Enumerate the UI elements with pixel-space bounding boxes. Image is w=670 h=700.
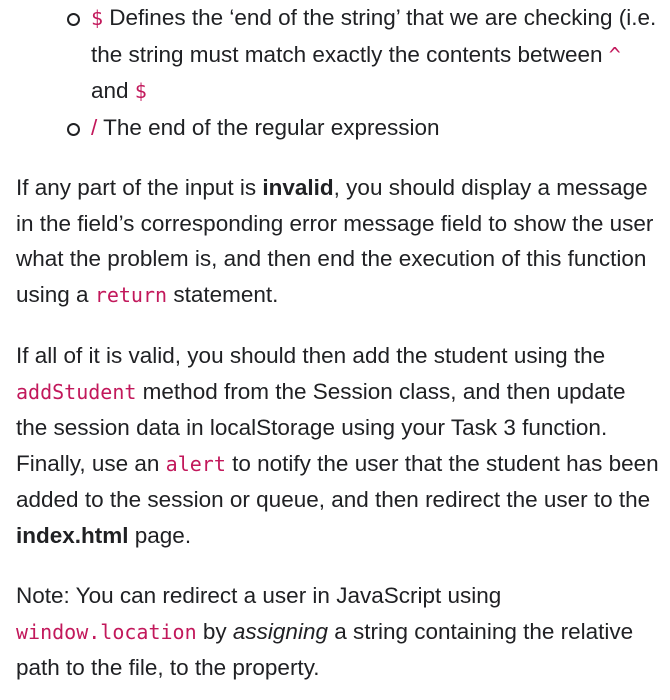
paragraph-text: to notify the user that the student has been added to the session or queue, and then redirect the user to the — [16, 450, 659, 512]
paragraph-text: If all of it is valid, you should then add the student using the — [16, 343, 606, 368]
paragraph-redirect-note — [16, 578, 661, 686]
hollow-bullet-icon — [67, 123, 80, 136]
hollow-bullet-icon — [67, 13, 80, 26]
paragraph-text: statement. — [167, 281, 279, 307]
bold-invalid: invalid — [262, 175, 334, 200]
alert-code: alert — [165, 451, 226, 476]
list-item-text: The end of the regular expression — [97, 114, 440, 140]
addstudent-code: addStudent — [16, 379, 137, 404]
document-body — [16, 0, 661, 686]
window-location-code: window.location — [16, 619, 197, 644]
paragraph-text: method from the Session class, and then update the session data in localStorage using your Task 3 function. Finally, use an — [16, 378, 626, 476]
paragraph-text: page. — [128, 522, 192, 548]
caret-code: ^ — [608, 42, 621, 67]
dollar-code: $ — [134, 79, 147, 103]
paragraph-text: a string containing the relative path to the file, to the property. — [16, 618, 634, 680]
list-item — [16, 110, 661, 146]
list-item-text: and — [91, 78, 135, 103]
paragraph-text: If any part of the input is — [16, 175, 263, 200]
paragraph-text: Note: You can redirect a user in JavaScript using — [16, 583, 502, 608]
paragraph-invalid-input — [16, 170, 661, 313]
bold-index-html: index.html — [16, 522, 129, 548]
list-item-text: Defines the ‘end of the string’ that we are checking (i.e. the string must match exactly the contents between — [91, 5, 657, 67]
regex-sublist — [16, 0, 661, 145]
paragraph-text: by — [196, 618, 233, 644]
italic-assigning: assigning — [232, 618, 328, 644]
paragraph-valid-input — [16, 338, 661, 553]
dollar-code: $ — [91, 6, 104, 30]
list-item — [16, 0, 661, 110]
paragraph-text: , you should display a message in the field’s corresponding error message field to show the user what the problem is, and then end the execution of this function using a — [16, 175, 654, 307]
slash-code: / — [91, 114, 98, 140]
return-code: return — [94, 282, 168, 307]
